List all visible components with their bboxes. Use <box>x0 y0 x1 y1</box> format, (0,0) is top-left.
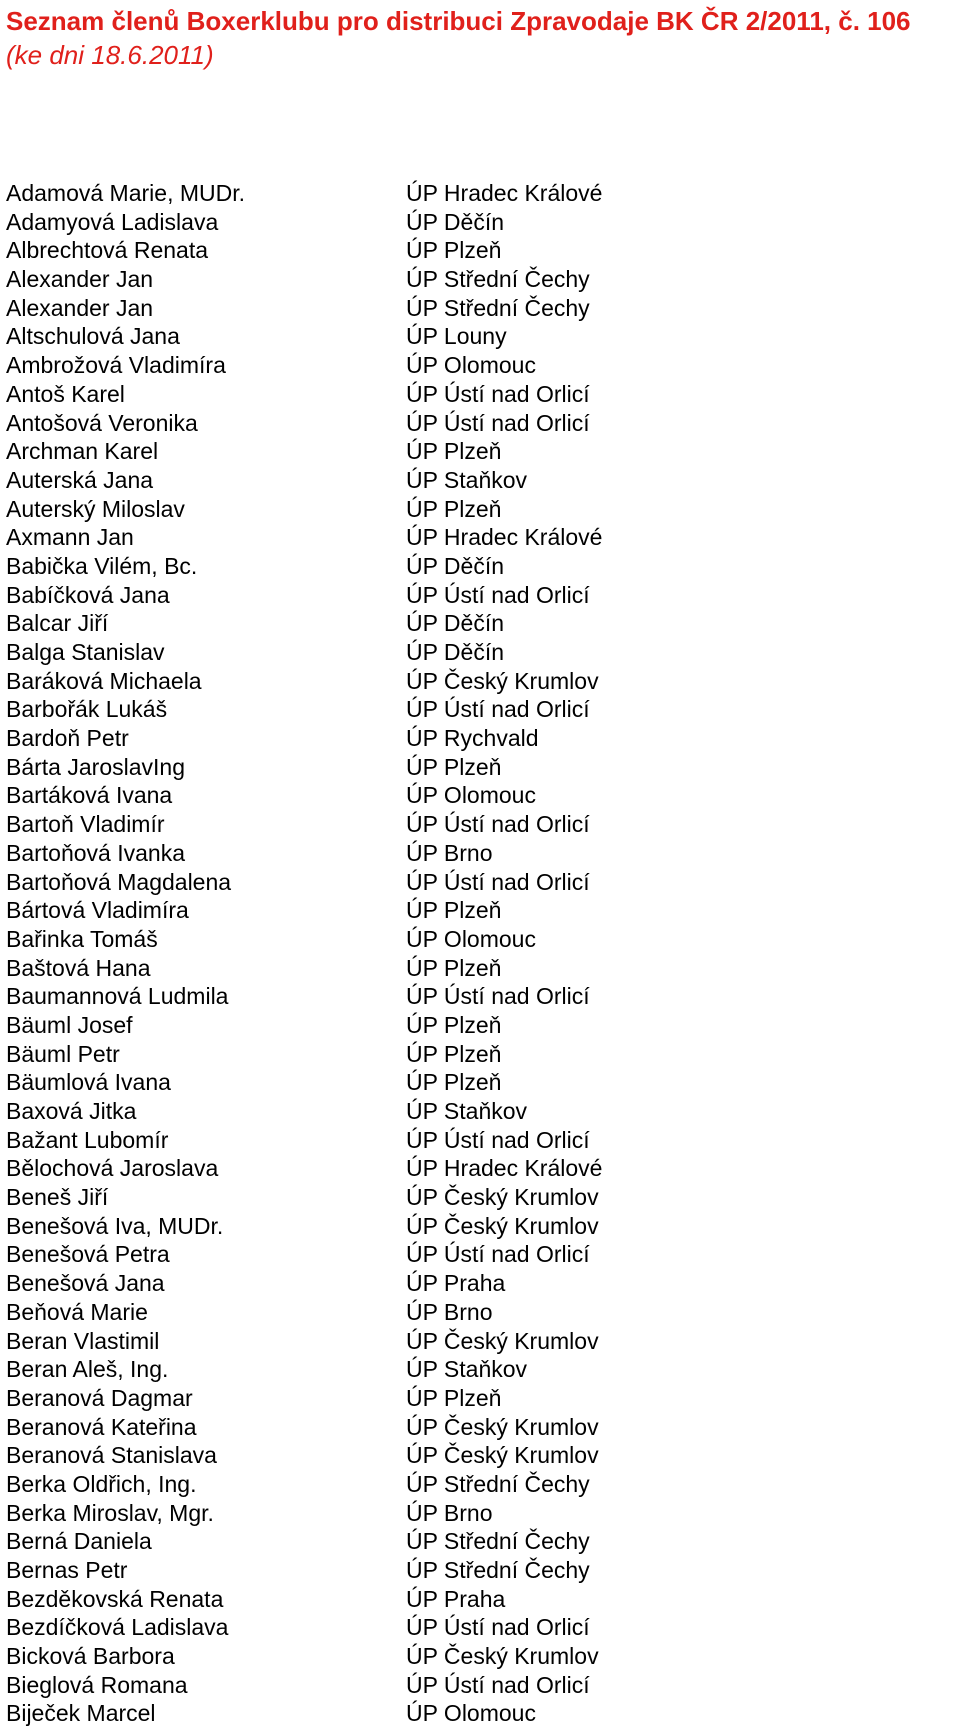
member-name: Berná Daniela <box>6 1528 152 1555</box>
member-row <box>6 581 946 610</box>
member-name: Antoš Karel <box>6 380 125 407</box>
member-office: ÚP Olomouc <box>406 782 536 809</box>
member-row <box>6 1040 946 1069</box>
member-name: Benešová Jana <box>6 1270 165 1297</box>
member-office: ÚP Ústí nad Orlicí <box>406 1614 590 1641</box>
member-office: ÚP Ústí nad Orlicí <box>406 983 590 1010</box>
member-row <box>6 1413 946 1442</box>
member-name: Bäumlová Ivana <box>6 1069 171 1096</box>
member-office: ÚP Ústí nad Orlicí <box>406 1671 590 1698</box>
member-office: ÚP Střední Čechy <box>406 266 590 293</box>
member-row <box>6 208 946 237</box>
member-name: Beran Vlastimil <box>6 1327 160 1354</box>
member-office: ÚP Ústí nad Orlicí <box>406 868 590 895</box>
member-row <box>6 1441 946 1470</box>
member-office: ÚP Plzeň <box>406 954 502 981</box>
member-office: ÚP Děčín <box>406 610 505 637</box>
member-office: ÚP Hradec Králové <box>406 1155 603 1182</box>
member-name: Berka Miroslav, Mgr. <box>6 1499 214 1526</box>
member-name: Bicková Barbora <box>6 1643 175 1670</box>
member-row <box>6 609 946 638</box>
member-name: Balga Stanislav <box>6 639 165 665</box>
member-name: Auterská Jana <box>6 466 154 493</box>
member-office: ÚP Český Krumlov <box>406 1643 599 1670</box>
member-office: ÚP Ústí nad Orlicí <box>406 1241 590 1268</box>
member-row <box>6 294 946 323</box>
member-office: ÚP Děčín <box>406 639 505 665</box>
member-name: Archman Karel <box>6 438 159 465</box>
member-row <box>6 437 946 466</box>
member-office: ÚP Brno <box>406 1499 493 1526</box>
member-row <box>6 409 946 438</box>
member-office: ÚP Louny <box>406 323 507 350</box>
member-row <box>6 523 946 552</box>
member-row <box>6 265 946 294</box>
member-name: Alexander Jan <box>6 266 154 293</box>
member-row <box>6 1269 946 1298</box>
member-name: Baumannová Ludmila <box>6 983 229 1010</box>
member-name: Baráková Michaela <box>6 667 202 694</box>
member-office: ÚP Brno <box>406 839 493 866</box>
member-office: ÚP Ústí nad Orlicí <box>406 581 590 608</box>
member-row <box>6 1499 946 1528</box>
member-name: Bardoň Petr <box>6 725 129 752</box>
member-row <box>6 896 946 925</box>
member-row <box>6 495 946 524</box>
member-office: ÚP Střední Čechy <box>406 1470 590 1497</box>
member-name: Bařinka Tomáš <box>6 925 158 952</box>
member-name: Berka Oldřich, Ing. <box>6 1470 197 1497</box>
member-row <box>6 1097 946 1126</box>
member-name: Beranová Stanislava <box>6 1442 217 1469</box>
member-row <box>6 179 946 208</box>
member-name: Altschulová Jana <box>6 323 180 350</box>
member-name: Beran Aleš, Ing. <box>6 1356 169 1383</box>
member-office: ÚP Český Krumlov <box>406 1184 599 1211</box>
member-name: Bárta JaroslavIng <box>6 753 185 780</box>
member-office: ÚP Staňkov <box>406 466 528 493</box>
document-date: (ke dni 18.6.2011) <box>6 40 214 70</box>
member-row <box>6 1355 946 1384</box>
member-office: ÚP Střední Čechy <box>406 294 590 321</box>
member-row <box>6 466 946 495</box>
member-office: ÚP Brno <box>406 1298 493 1325</box>
member-row <box>6 954 946 983</box>
member-office: ÚP Děčín <box>406 552 505 579</box>
member-row <box>6 1384 946 1413</box>
member-row <box>6 236 946 265</box>
member-office: ÚP Olomouc <box>406 352 536 379</box>
member-row <box>6 753 946 782</box>
member-name: Beranová Kateřina <box>6 1413 197 1440</box>
member-name: Beňová Marie <box>6 1298 148 1325</box>
member-name: Adamová Marie, MUDr. <box>6 180 246 206</box>
member-row <box>6 380 946 409</box>
member-office: ÚP Plzeň <box>406 1069 502 1096</box>
member-row <box>6 925 946 954</box>
member-office: ÚP Ústí nad Orlicí <box>406 409 590 436</box>
document-header <box>6 4 956 72</box>
member-office: ÚP Plzeň <box>406 1011 502 1038</box>
member-office: ÚP Rychvald <box>406 725 539 752</box>
member-row <box>6 1470 946 1499</box>
member-row <box>6 1212 946 1241</box>
member-office: ÚP Plzeň <box>406 438 502 465</box>
member-row <box>6 1585 946 1614</box>
member-row <box>6 781 946 810</box>
member-row <box>6 552 946 581</box>
member-office: ÚP Ústí nad Orlicí <box>406 380 590 407</box>
member-name: Auterský Miloslav <box>6 495 185 522</box>
member-row <box>6 351 946 380</box>
member-row <box>6 1527 946 1556</box>
member-name: Bartoňová Ivanka <box>6 839 186 866</box>
document-title: Seznam členů Boxerklubu pro distribuci Zpravodaje BK ČR 2/2011, č. 106 <box>6 6 911 36</box>
member-name: Bezděkovská Renata <box>6 1585 224 1612</box>
member-name: Bartáková Ivana <box>6 782 173 809</box>
member-row <box>6 638 946 667</box>
member-row <box>6 322 946 351</box>
member-row <box>6 1671 946 1700</box>
member-row <box>6 868 946 897</box>
member-office: ÚP Český Krumlov <box>406 1212 599 1239</box>
member-office: ÚP Plzeň <box>406 897 502 924</box>
member-office: ÚP Hradec Králové <box>406 524 603 551</box>
member-name: Adamyová Ladislava <box>6 208 219 235</box>
member-name: Bělochová Jaroslava <box>6 1155 219 1182</box>
member-office: ÚP Staňkov <box>406 1356 528 1383</box>
member-row <box>6 1068 946 1097</box>
member-row <box>6 1699 946 1728</box>
member-row <box>6 695 946 724</box>
member-row <box>6 1642 946 1671</box>
member-name: Bernas Petr <box>6 1557 128 1583</box>
member-name: Bartoňová Magdalena <box>6 868 232 895</box>
member-office: ÚP Plzeň <box>406 237 502 264</box>
member-name: Bartoň Vladimír <box>6 811 165 838</box>
member-row <box>6 839 946 868</box>
member-office: ÚP Děčín <box>406 208 505 235</box>
member-row <box>6 1126 946 1155</box>
member-office: ÚP Český Krumlov <box>406 667 599 694</box>
member-name: Albrechtová Renata <box>6 237 209 264</box>
member-office: ÚP Plzeň <box>406 495 502 522</box>
member-name: Bäuml Josef <box>6 1011 133 1038</box>
member-name: Axmann Jan <box>6 524 134 551</box>
member-row <box>6 1327 946 1356</box>
member-office: ÚP Český Krumlov <box>406 1442 599 1469</box>
member-name: Balcar Jiří <box>6 610 109 637</box>
member-row <box>6 1298 946 1327</box>
member-name: Babička Vilém, Bc. <box>6 552 198 579</box>
member-name: Bieglová Romana <box>6 1671 188 1698</box>
member-office: ÚP Český Krumlov <box>406 1327 599 1354</box>
member-office: ÚP Ústí nad Orlicí <box>406 1126 590 1153</box>
member-row <box>6 724 946 753</box>
member-list <box>6 179 946 1728</box>
member-office: ÚP Střední Čechy <box>406 1528 590 1555</box>
member-row <box>6 1556 946 1585</box>
member-row <box>6 1154 946 1183</box>
member-name: Antošová Veronika <box>6 409 198 436</box>
member-office: ÚP Plzeň <box>406 1040 502 1067</box>
member-name: Beranová Dagmar <box>6 1384 193 1411</box>
member-name: Beneš Jiří <box>6 1184 109 1211</box>
member-name: Ambrožová Vladimíra <box>6 352 226 379</box>
member-name: Babíčková Jana <box>6 581 170 608</box>
member-office: ÚP Staňkov <box>406 1098 528 1124</box>
member-row <box>6 982 946 1011</box>
member-name: Benešová Petra <box>6 1241 170 1268</box>
member-office: ÚP Olomouc <box>406 925 536 952</box>
member-name: Alexander Jan <box>6 294 154 321</box>
member-office: ÚP Ústí nad Orlicí <box>406 696 590 723</box>
member-office: ÚP Olomouc <box>406 1700 536 1727</box>
member-name: Bártová Vladimíra <box>6 897 189 924</box>
member-row <box>6 667 946 696</box>
member-name: Barbořák Lukáš <box>6 696 168 723</box>
member-office: ÚP Plzeň <box>406 753 502 780</box>
member-office: ÚP Praha <box>406 1585 506 1612</box>
member-row <box>6 1183 946 1212</box>
member-office: ÚP Český Krumlov <box>406 1413 599 1440</box>
member-row <box>6 810 946 839</box>
member-name: Bažant Lubomír <box>6 1126 169 1153</box>
member-name: Biječek Marcel <box>6 1700 156 1727</box>
member-office: ÚP Ústí nad Orlicí <box>406 811 590 838</box>
member-name: Bäuml Petr <box>6 1040 120 1067</box>
member-row <box>6 1613 946 1642</box>
member-name: Benešová Iva, MUDr. <box>6 1212 224 1239</box>
member-office: ÚP Plzeň <box>406 1384 502 1411</box>
member-row <box>6 1240 946 1269</box>
member-name: Baxová Jitka <box>6 1098 137 1124</box>
member-office: ÚP Hradec Králové <box>406 180 603 206</box>
member-name: Baštová Hana <box>6 954 151 981</box>
member-office: ÚP Střední Čechy <box>406 1557 590 1583</box>
member-name: Bezdíčková Ladislava <box>6 1614 229 1641</box>
member-row <box>6 1011 946 1040</box>
member-office: ÚP Praha <box>406 1270 506 1297</box>
